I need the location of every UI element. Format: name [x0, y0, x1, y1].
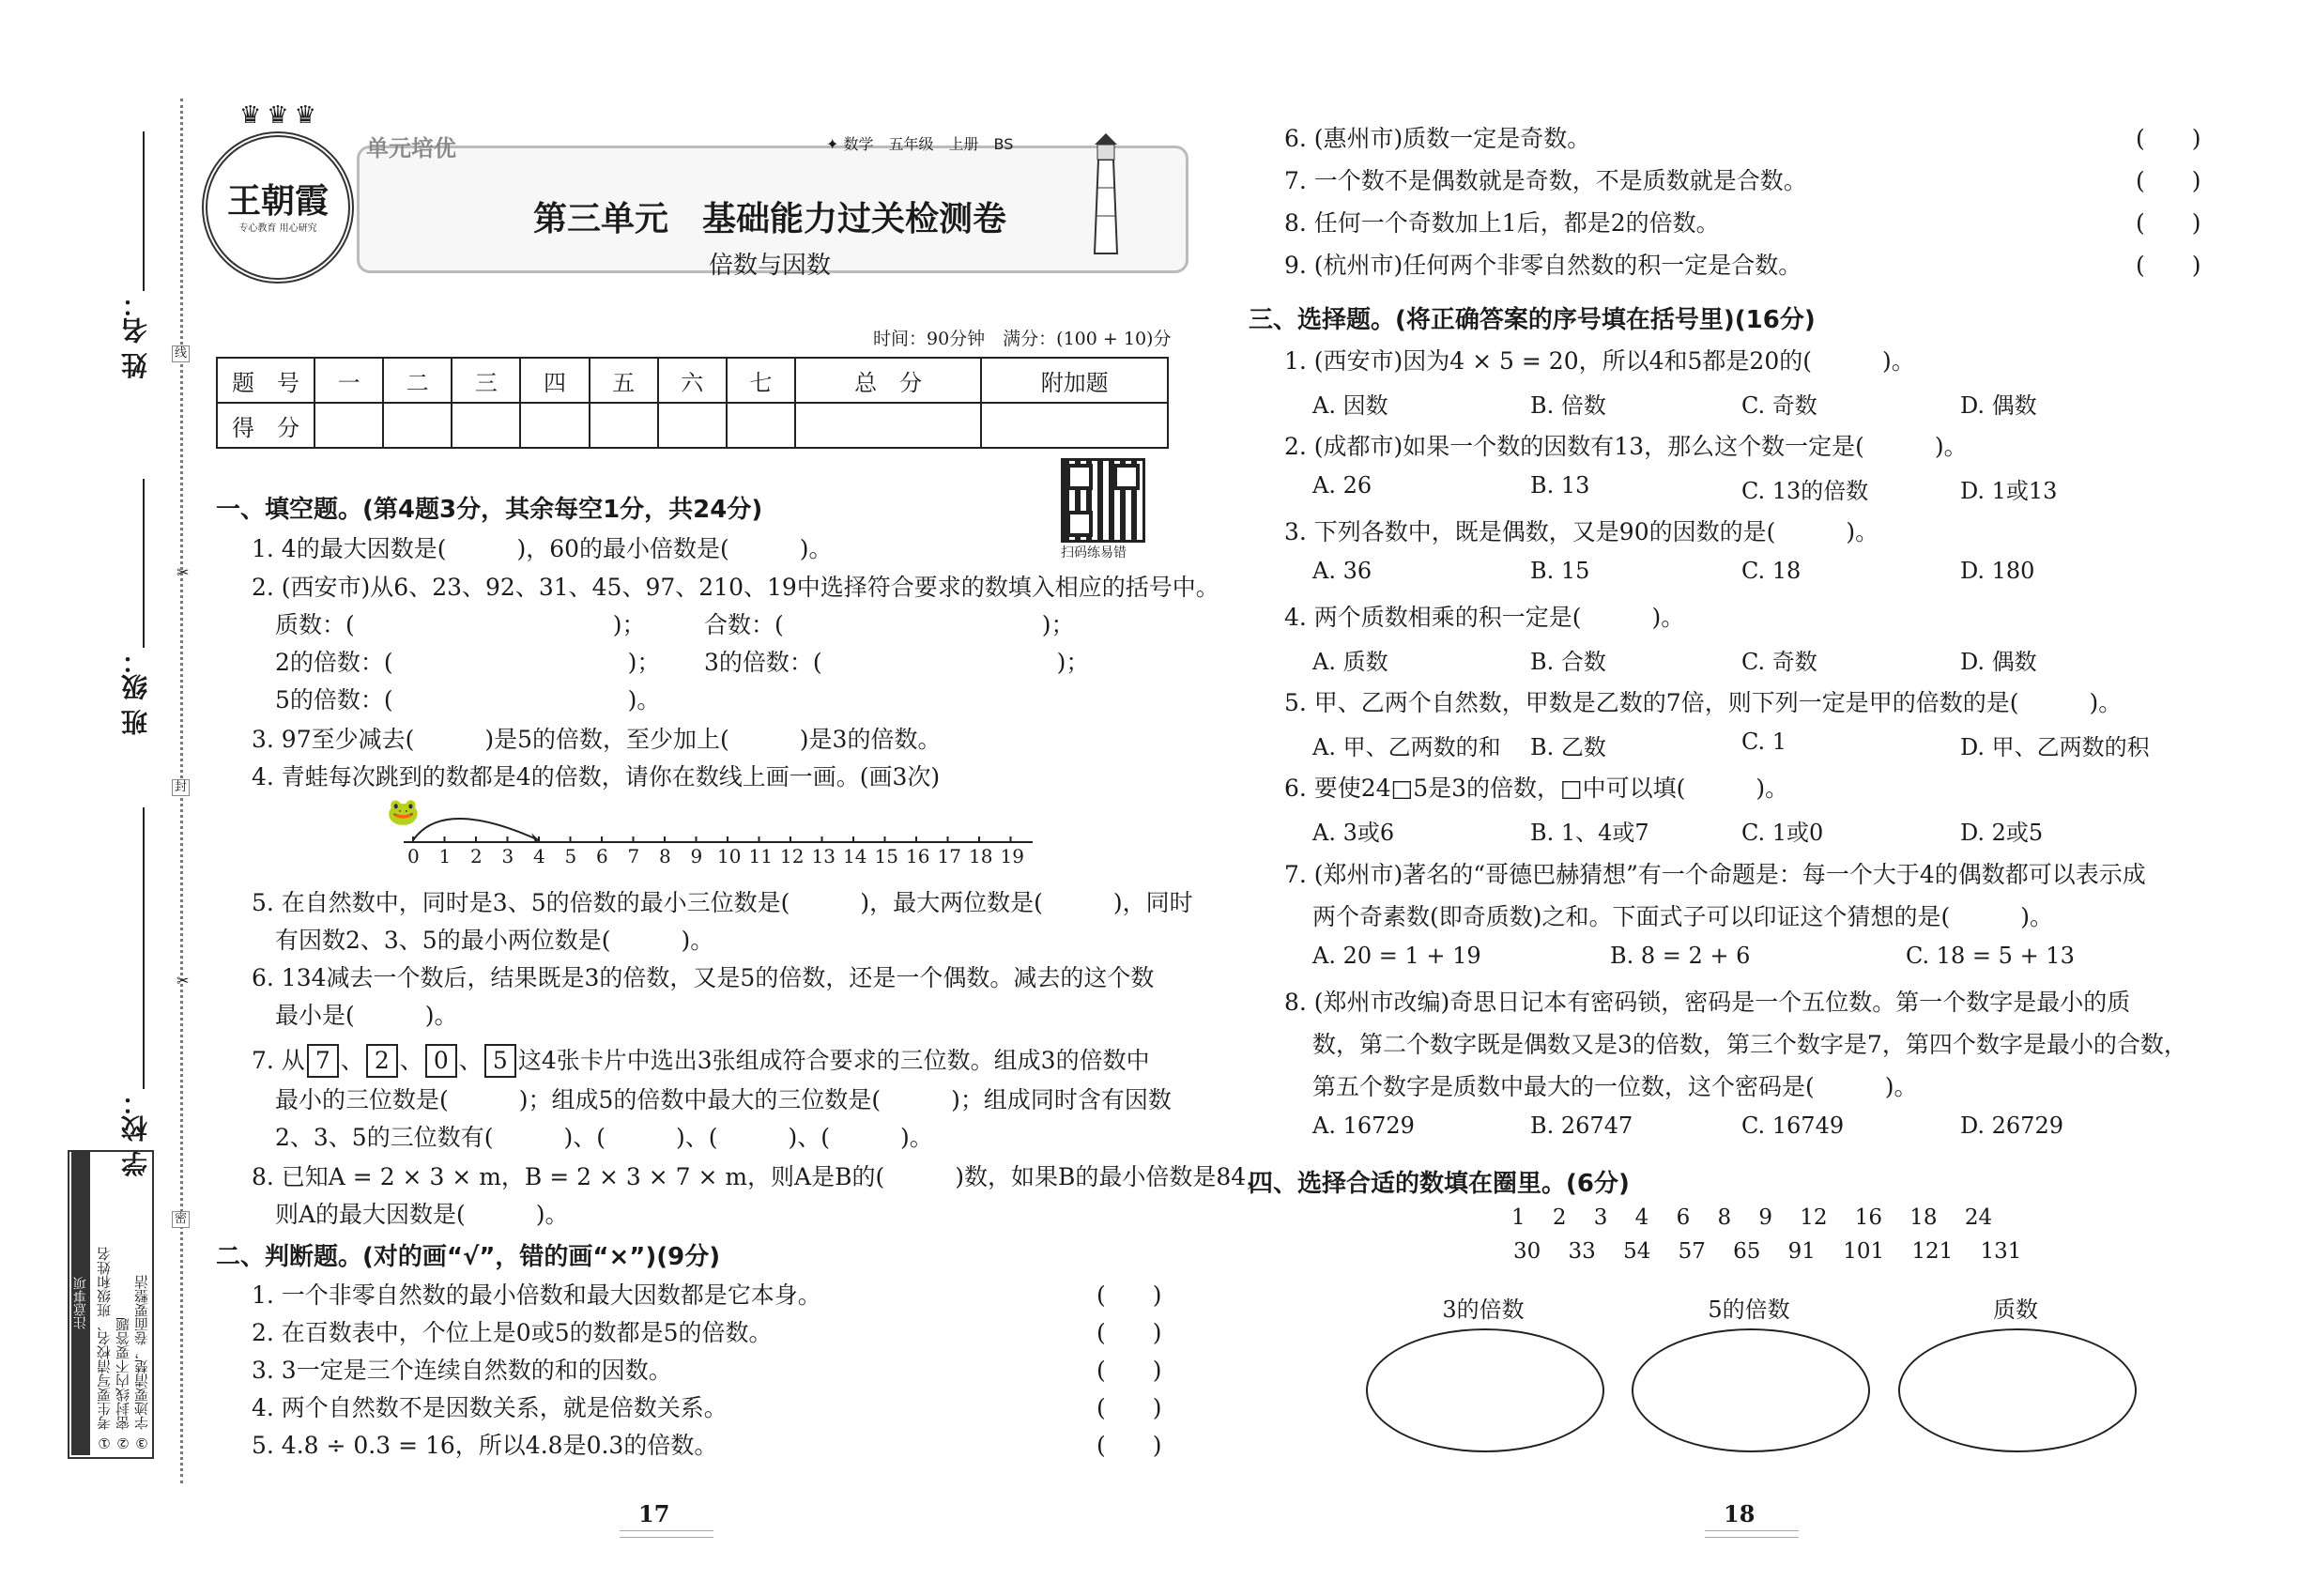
option[interactable]: D. 1或13	[1960, 478, 2058, 504]
score-input-bonus[interactable]	[981, 403, 1168, 448]
option[interactable]: D. 2或5	[1960, 820, 2044, 846]
option[interactable]: B. 8 = 2 + 6	[1610, 943, 1751, 969]
score-input-3[interactable]	[452, 403, 520, 448]
page-ornament	[620, 1530, 713, 1538]
s1-q8a: 8. 已知A = 2 × 3 × m，B = 2 × 3 × 7 × m，则A是B的( )数，如果B的最小倍数是84，	[252, 1163, 1270, 1190]
option[interactable]: A. 20 = 1 + 19	[1312, 943, 1481, 969]
time-info: 时间：90分钟 满分：(100 + 10)分	[873, 329, 1172, 349]
s2-item: 7. 一个数不是偶数就是奇数，不是质数就是合数。	[1284, 167, 1807, 194]
score-cell: 题 号	[217, 358, 314, 403]
notice-item: ③ 字迹要清楚，卷面要整洁	[133, 1275, 150, 1451]
name-label: 姓 名：	[120, 291, 151, 379]
score-cell: 七	[727, 358, 795, 403]
page-title: 第三单元 基础能力过关检测卷	[532, 200, 1006, 238]
s3-q4: 4. 两个质数相乘的积一定是( )。	[1284, 604, 1685, 631]
tick-label: 11	[748, 845, 773, 867]
notice-item: ① 考生要写清校名、班级和姓名	[96, 1247, 113, 1451]
score-cell: 五	[590, 358, 658, 403]
tick-label: 15	[874, 845, 898, 867]
pool-number[interactable]: 8	[1717, 1205, 1732, 1230]
meta-text: 数学 五年级 上册 BS	[843, 135, 1014, 153]
score-cell: 二	[383, 358, 452, 403]
s1-q7c: 2、3、5的三位数有( )、( )、( )、( )。	[275, 1124, 933, 1151]
tick-label: 5	[564, 845, 577, 867]
pool-number[interactable]: 3	[1593, 1205, 1608, 1230]
s3-q7b: 两个奇素数(即奇质数)之和。下面式子可以印证这个猜想的是( )。	[1312, 903, 2054, 930]
pool-number[interactable]: 101	[1843, 1239, 1885, 1264]
s2-item: 2. 在百数表中，个位上是0或5的数都是5的倍数。	[252, 1319, 773, 1346]
page-ornament	[1705, 1530, 1799, 1538]
s3-q1: 1. (西安市)因为4 × 5 = 20，所以4和5都是20的( )。	[1284, 347, 1915, 375]
s1-q5b: 有因数2、3、5的最小两位数是( )。	[275, 927, 714, 954]
notice-box	[68, 1150, 154, 1459]
tick-label: 2	[470, 845, 483, 867]
score-input-4[interactable]	[520, 403, 589, 448]
option[interactable]: B. 26747	[1530, 1113, 1633, 1139]
s2-item: 8. 任何一个奇数加上1后，都是2的倍数。	[1284, 209, 1720, 237]
answer-circle-prime[interactable]	[1898, 1328, 2137, 1452]
pool-number[interactable]: 4	[1634, 1205, 1649, 1230]
page-number-right: 18	[1724, 1500, 1756, 1527]
answer-paren[interactable]: ( )	[1096, 1319, 1162, 1346]
pool-number[interactable]: 1	[1511, 1205, 1526, 1230]
option[interactable]: C. 1或0	[1741, 820, 1824, 846]
s1-q2-mult3: 3的倍数：( )；	[704, 649, 1090, 676]
tick-label: 16	[906, 845, 930, 867]
s3-q8b: 数，第二个数字既是偶数又是3的倍数，第三个数字是7，第四个数字是最小的合数，	[1312, 1031, 2187, 1058]
option[interactable]: C. 奇数	[1741, 392, 1817, 419]
s2-item: 1. 一个非零自然数的最小倍数和最大因数都是它本身。	[252, 1281, 821, 1309]
s1-q2-mult2: 2的倍数：( )；	[275, 649, 661, 676]
score-cell: 附加题	[981, 358, 1168, 403]
frog-icon: 🐸	[387, 796, 420, 827]
score-input-1[interactable]	[314, 403, 383, 448]
option[interactable]: D. 偶数	[1960, 649, 2037, 675]
tick-label: 14	[843, 845, 867, 867]
tick-label: 3	[501, 845, 514, 867]
circle-label: 质数	[1993, 1297, 2038, 1323]
option[interactable]: A. 36	[1312, 558, 1372, 584]
s1-q2-prime: 质数：( )；	[275, 611, 646, 638]
tick-label: 13	[811, 845, 836, 867]
s1-q4: 4. 青蛙每次跳到的数都是4的倍数，请你在数线上画一画。(画3次)	[252, 763, 941, 790]
pool-number[interactable]: 65	[1733, 1239, 1761, 1264]
option[interactable]: B. 13	[1530, 472, 1590, 499]
answer-paren[interactable]: ( )	[1096, 1394, 1162, 1421]
option[interactable]: B. 1、4或7	[1530, 820, 1649, 846]
answer-paren[interactable]: ( )	[2136, 209, 2201, 237]
option[interactable]: C. 13的倍数	[1741, 478, 1869, 504]
answer-paren[interactable]: ( )	[2136, 167, 2201, 194]
answer-paren[interactable]: ( )	[2136, 125, 2201, 152]
digit-card: 5	[484, 1044, 516, 1078]
answer-circle-mult3[interactable]	[1366, 1328, 1604, 1452]
score-input-5[interactable]	[590, 403, 658, 448]
option[interactable]: A. 质数	[1312, 649, 1388, 675]
s1-q6a: 6. 134减去一个数后，结果既是3的倍数，又是5的倍数，还是一个偶数。减去的这个数	[252, 964, 1155, 991]
answer-paren[interactable]: ( )	[1096, 1432, 1162, 1459]
tick-label: 9	[690, 845, 703, 867]
tick-label: 18	[969, 845, 993, 867]
score-cell: 六	[658, 358, 727, 403]
s2-item: 3. 3一定是三个连续自然数的和的因数。	[252, 1357, 672, 1384]
tick-label: 19	[1000, 845, 1024, 867]
s3-q7a: 7. (郑州市)著名的“哥德巴赫猜想”有一个命题是：每一个大于4的偶数都可以表示成	[1284, 861, 2146, 888]
section2-title: 二、判断题。(对的画“√”，错的画“×”)(9分)	[216, 1243, 721, 1271]
qr-caption: 扫码练易错	[1061, 545, 1127, 560]
pool-number[interactable]: 24	[1964, 1205, 1993, 1230]
score-input-2[interactable]	[383, 403, 452, 448]
option[interactable]: C. 奇数	[1741, 649, 1817, 675]
cut-dot: ✂	[176, 972, 190, 990]
cut-mark-line: 线	[172, 345, 190, 362]
digit-card: 0	[425, 1044, 457, 1078]
pool-number[interactable]: 12	[1800, 1205, 1828, 1230]
section1-title: 一、填空题。(第4题3分，其余每空1分，共24分)	[216, 496, 763, 524]
series-label: 单元培优	[366, 135, 456, 161]
brand-sub: 专心教育 用心研究	[238, 223, 317, 234]
s1-q7b: 最小的三位数是( )；组成5的倍数中最大的三位数是( )；组成同时含有因数	[275, 1086, 1172, 1113]
s3-q5: 5. 甲、乙两个自然数，甲数是乙数的7倍，则下列一定是甲的倍数的是( )。	[1284, 689, 2123, 716]
meta-label	[826, 132, 1013, 154]
section3-title: 三、选择题。(将正确答案的序号填在括号里)(16分)	[1249, 306, 1816, 334]
option[interactable]: C. 18	[1741, 558, 1802, 584]
tick-label: 7	[627, 845, 640, 867]
s1-q2-composite: 合数：( )；	[704, 611, 1075, 638]
s3-q8a: 8. (郑州市改编)奇思日记本有密码锁，密码是一个五位数。第一个数字是最小的质	[1284, 989, 2131, 1016]
s1-q7-post: 这4张卡片中选出3张组成符合要求的三位数。组成3的倍数中	[517, 1047, 1150, 1074]
s1-q5a: 5. 在自然数中，同时是3、5的倍数的最小三位数是( )，最大两位数是( )，同时	[252, 889, 1193, 916]
circle-label: 5的倍数	[1708, 1297, 1790, 1323]
circle-label: 3的倍数	[1442, 1297, 1525, 1323]
tick-label: 10	[717, 845, 742, 867]
s1-q1: 1. 4的最大因数是( )，60的最小倍数是( )。	[252, 535, 833, 562]
option[interactable]: B. 15	[1530, 558, 1590, 584]
score-table	[216, 357, 1169, 449]
s2-item: 4. 两个自然数不是因数关系，就是倍数关系。	[252, 1394, 728, 1421]
option[interactable]: D. 26729	[1960, 1113, 2063, 1139]
qr-code-icon[interactable]	[1061, 458, 1145, 543]
school-label: 学 校：	[120, 1089, 151, 1177]
score-input-7[interactable]	[727, 403, 795, 448]
answer-circle-mult5[interactable]	[1632, 1328, 1870, 1452]
tick-label: 6	[596, 845, 608, 867]
brand-name: 王朝霞	[226, 181, 329, 221]
name-underline	[143, 131, 145, 291]
cut-mark-seal: 封	[172, 779, 190, 796]
pool-number[interactable]: 91	[1787, 1239, 1816, 1264]
cut-dot: ✂	[176, 563, 190, 581]
section4-title: 四、选择合适的数填在圈里。(6分)	[1249, 1170, 1630, 1198]
pool-number[interactable]: 121	[1911, 1239, 1954, 1264]
score-cell: 四	[520, 358, 589, 403]
option[interactable]: A. 26	[1312, 472, 1372, 499]
s1-q2-mult5: 5的倍数：( )。	[275, 686, 661, 714]
star-icon: ✦	[826, 135, 844, 153]
s2-item: 5. 4.8 ÷ 0.3 = 16，所以4.8是0.3的倍数。	[252, 1432, 718, 1459]
number-pool-row2	[1513, 1239, 2021, 1264]
tick-label: 0	[407, 845, 420, 867]
score-header-row	[217, 358, 1168, 403]
digit-card: 2	[366, 1044, 398, 1078]
page-subtitle: 倍数与因数	[708, 252, 831, 280]
option[interactable]: C. 16749	[1741, 1113, 1845, 1139]
option[interactable]: D. 偶数	[1960, 392, 2037, 419]
s3-q2: 2. (成都市)如果一个数的因数有13，那么这个数一定是( )。	[1284, 433, 1968, 460]
pool-number[interactable]: 57	[1678, 1239, 1706, 1264]
pool-number[interactable]: 33	[1568, 1239, 1596, 1264]
s1-q8b: 则A的最大因数是( )。	[275, 1201, 569, 1228]
score-cell: 一	[314, 358, 383, 403]
tick-label: 17	[937, 845, 961, 867]
pool-number[interactable]: 16	[1854, 1205, 1883, 1230]
score-cell: 三	[452, 358, 520, 403]
lighthouse-icon	[1089, 131, 1123, 258]
crown-icon: ♛♛♛	[239, 101, 322, 130]
number-pool-row1	[1511, 1205, 1992, 1230]
class-underline	[143, 479, 145, 648]
digit-card: 7	[307, 1044, 339, 1078]
score-entry-row	[217, 403, 1168, 448]
pool-number[interactable]: 131	[1980, 1239, 2022, 1264]
option[interactable]: B. 倍数	[1530, 392, 1606, 419]
s1-q7: 7. 从 7 、 2 、 0 、 5 这4张卡片中选出3张组成符合要求的三位数。组成3的倍数中	[252, 1042, 1150, 1078]
s1-q2: 2. (西安市)从6、23、92、31、45、97、210、19中选择符合要求的数填入相应的括号中。	[252, 574, 1219, 601]
option[interactable]: D. 180	[1960, 558, 2035, 584]
pool-number[interactable]: 6	[1676, 1205, 1691, 1230]
answer-paren[interactable]: ( )	[1096, 1281, 1162, 1309]
option[interactable]: B. 乙数	[1530, 734, 1606, 760]
option[interactable]: C. 18 = 5 + 13	[1906, 943, 2075, 969]
s1-q7-pre: 7. 从	[252, 1047, 305, 1074]
option[interactable]: A. 16729	[1312, 1113, 1415, 1139]
tick-label: 4	[533, 845, 545, 867]
s2-item: 9. (杭州市)任何两个非零自然数的积一定是合数。	[1284, 252, 1802, 279]
s1-q3: 3. 97至少减去( )是5的倍数，至少加上( )是3的倍数。	[252, 726, 942, 753]
s3-q3: 3. 下列各数中，既是偶数，又是90的因数的是( )。	[1284, 518, 1879, 545]
s3-q6: 6. 要使24□5是3的倍数，□中可以填( )。	[1284, 775, 1789, 802]
pool-number[interactable]: 54	[1623, 1239, 1651, 1264]
score-input-total[interactable]	[795, 403, 982, 448]
pool-number[interactable]: 2	[1552, 1205, 1567, 1230]
option[interactable]: A. 甲、乙两数的和	[1312, 734, 1501, 760]
notice-title: 注意事项	[71, 1152, 90, 1455]
school-underline	[143, 807, 145, 1089]
score-cell: 得 分	[217, 403, 314, 448]
option[interactable]: A. 3或6	[1312, 820, 1395, 846]
tick-label: 8	[659, 845, 671, 867]
s1-q6b: 最小是( )。	[275, 1002, 458, 1029]
cut-mark-dense: 密	[172, 1211, 190, 1228]
pool-number[interactable]: 18	[1909, 1205, 1938, 1230]
tick-label: 1	[438, 845, 452, 867]
answer-paren[interactable]: ( )	[2136, 252, 2201, 279]
tick-label: 12	[780, 845, 805, 867]
pool-number[interactable]: 30	[1513, 1239, 1541, 1264]
pool-number[interactable]: 9	[1758, 1205, 1772, 1230]
option[interactable]: C. 1	[1741, 729, 1787, 755]
s2-item: 6. (惠州市)质数一定是奇数。	[1284, 125, 1591, 152]
option[interactable]: B. 合数	[1530, 649, 1606, 675]
option[interactable]: D. 甲、乙两数的积	[1960, 734, 2150, 760]
brand-logo	[202, 131, 354, 284]
class-label: 班 级：	[120, 648, 151, 736]
score-cell: 总 分	[795, 358, 982, 403]
notice-item: ② 密封线内不要答题	[115, 1317, 131, 1451]
score-input-6[interactable]	[658, 403, 727, 448]
option[interactable]: A. 因数	[1312, 392, 1388, 419]
s3-q8c: 第五个数字是质数中最大的一位数，这个密码是( )。	[1312, 1073, 1918, 1100]
answer-paren[interactable]: ( )	[1096, 1357, 1162, 1384]
page-number-left: 17	[638, 1500, 670, 1527]
